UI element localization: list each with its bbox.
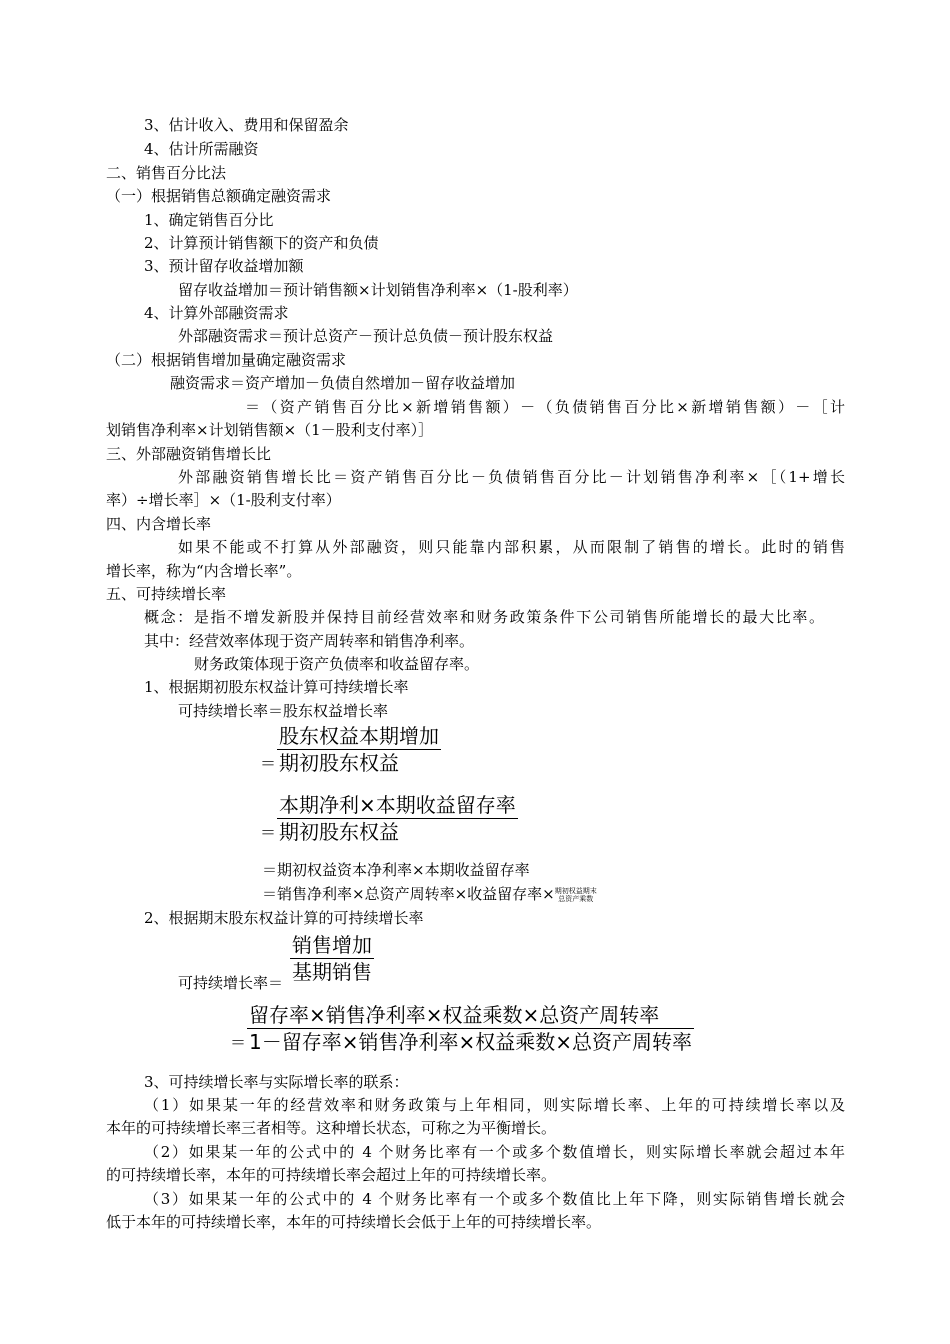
financing-need-formula-end: 划销售净利率×计划销售额×（1－股利支付率）］ [106, 421, 434, 439]
fraction-equity-increase [260, 723, 441, 776]
fraction-denominator: 期初股东权益 [279, 820, 400, 844]
fraction-numerator: 股东权益本期增加 [279, 724, 440, 748]
method-2-heading: 2、根据期末股东权益计算的可持续增长率 [144, 909, 424, 927]
case-2-text: （2）如果某一年的公式中的 4 个财务比率有一个或多个数值增长，则实际增长率就会超过本年 [144, 1143, 845, 1161]
financing-need-formula-cont: ＝（资产销售百分比×新增销售额）－（负债销售百分比×新增销售额）－［计 [245, 398, 845, 416]
equals-sign: ＝ [230, 1033, 247, 1052]
equals-sign: ＝ [260, 754, 277, 773]
internal-growth-description: 如果不能或不打算从外部融资，则只能靠内部积累，从而限制了销售的增长。此时的销售 [178, 538, 845, 556]
subsection-2-heading: （二）根据销售增加量确定融资需求 [106, 351, 347, 369]
fraction-net-income-retention [260, 792, 518, 845]
fraction-numerator: 留存率×销售净利率×权益乘数×总资产周转率 [249, 1003, 660, 1027]
fraction-denominator: 1－留存率×销售净利率×权益乘数×总资产周转率 [249, 1030, 693, 1054]
case-3-text-end: 低于本年的可持续增长率，本年的可持续增长会低于上年的可持续增长率。 [106, 1213, 602, 1231]
section-5-heading: 五、可持续增长率 [106, 585, 227, 603]
step-2: 2、计算预计销售额下的资产和负债 [144, 234, 379, 252]
section-4-heading: 四、内含增长率 [106, 515, 212, 533]
method-3-heading: 3、可持续增长率与实际增长率的联系： [144, 1073, 409, 1091]
fraction-numerator: 销售增加 [292, 933, 372, 957]
four-ratio-formula: ＝销售净利率×总资产周转率×收益留存率×期初权益期末 总资产乘数 [262, 885, 597, 903]
fraction-denominator: 期初股东权益 [279, 751, 400, 775]
case-3-text: （3）如果某一年的公式中的 4 个财务比率有一个或多个数值比上年下降，则实际销售增长就会 [144, 1190, 845, 1208]
subsection-1-heading: （一）根据销售总额确定融资需求 [106, 187, 332, 205]
case-1-text: （1）如果某一年的经营效率和财务政策与上年相同，则实际增长率、上年的可持续增长率以及 [144, 1096, 845, 1114]
financing-need-formula: 融资需求＝资产增加－负债自然增加－留存收益增加 [170, 374, 516, 392]
fraction-sales-growth [290, 932, 374, 985]
case-2-text-end: 的可持续增长率，本年的可持续增长率会超过上年的可持续增长率。 [106, 1166, 557, 1184]
roe-times-retention-formula: ＝期初权益资本净利率×本期收益留存率 [262, 861, 530, 879]
fraction-denominator: 基期销售 [292, 960, 372, 984]
section-2-heading: 二、销售百分比法 [106, 164, 227, 182]
external-growth-ratio-formula-end: 率）÷增长率］×（1-股利支付率） [106, 491, 341, 509]
fraction-four-ratios [230, 1002, 694, 1055]
section-3-heading: 三、外部融资销售增长比 [106, 445, 272, 463]
mini-fraction: 期初权益期末 总资产乘数 [554, 887, 597, 903]
retained-earnings-formula: 留存收益增加＝预计销售额×计划销售净利率×（1-股利率） [178, 281, 578, 299]
operating-efficiency-note: 其中：经营效率体现于资产周转率和销售净利率。 [144, 632, 475, 650]
step-1: 1、确定销售百分比 [144, 211, 274, 229]
external-growth-ratio-formula: 外部融资销售增长比＝资产销售百分比－负债销售百分比－计划销售净利率×［（1+增长 [178, 468, 845, 486]
sustainable-growth-equals-equity-growth: 可持续增长率＝股东权益增长率 [178, 702, 389, 720]
item-3-estimate-income: 3、估计收入、费用和保留盈余 [144, 116, 349, 134]
fraction-numerator: 本期净利×本期收益留存率 [279, 793, 516, 817]
sustainable-growth-concept: 概念：是指不增发新股并保持目前经营效率和财务政策条件下公司销售所能增长的最大比率。 [144, 608, 824, 626]
equals-sign: ＝ [260, 823, 277, 842]
case-1-text-end: 本年的可持续增长率三者相等。这种增长状态，可称之为平衡增长。 [106, 1119, 557, 1137]
sustainable-growth-label: 可持续增长率＝ [178, 974, 284, 992]
internal-growth-description-end: 增长率，称为“内含增长率”。 [106, 562, 302, 580]
method-1-heading: 1、根据期初股东权益计算可持续增长率 [144, 678, 409, 696]
item-4-estimate-financing: 4、估计所需融资 [144, 140, 259, 158]
step-3: 3、预计留存收益增加额 [144, 257, 304, 275]
step-4: 4、计算外部融资需求 [144, 304, 289, 322]
financial-policy-note: 财务政策体现于资产负债率和收益留存率。 [194, 655, 480, 673]
external-financing-formula: 外部融资需求＝预计总资产－预计总负债－预计股东权益 [178, 327, 554, 345]
